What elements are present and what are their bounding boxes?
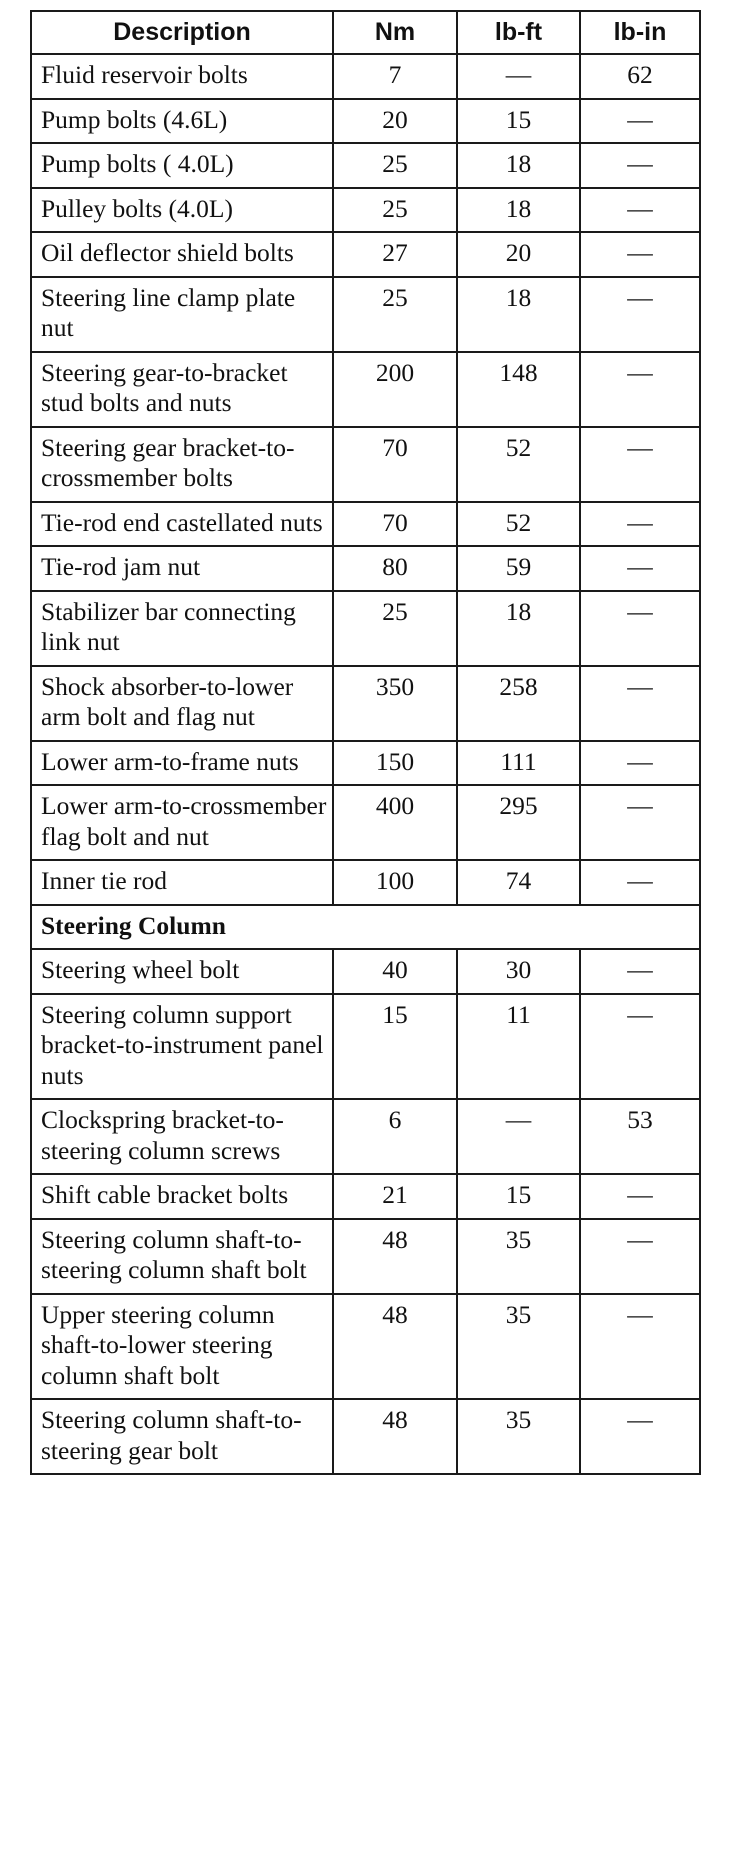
- lbin-cell: —: [580, 666, 700, 741]
- nm-cell: 25: [333, 591, 457, 666]
- lbin-cell: —: [580, 1399, 700, 1474]
- description-cell: Steering line clamp plate nut: [31, 277, 333, 352]
- lbin-cell: —: [580, 994, 700, 1100]
- table-row: [31, 502, 700, 547]
- lbft-cell: 59: [457, 546, 580, 591]
- description-cell: Upper steering column shaft-to-lower steering column shaft bolt: [31, 1294, 333, 1400]
- header-description: Description: [31, 11, 333, 54]
- lbin-cell: —: [580, 949, 700, 994]
- nm-cell: 80: [333, 546, 457, 591]
- table-row: [31, 277, 700, 352]
- header-row: [31, 11, 700, 54]
- nm-cell: 200: [333, 352, 457, 427]
- table-row: [31, 666, 700, 741]
- nm-cell: 70: [333, 427, 457, 502]
- table-row: [31, 741, 700, 786]
- description-cell: Tie-rod end castellated nuts: [31, 502, 333, 547]
- nm-cell: 15: [333, 994, 457, 1100]
- lbft-cell: 18: [457, 591, 580, 666]
- nm-cell: 400: [333, 785, 457, 860]
- lbin-cell: 62: [580, 54, 700, 99]
- nm-cell: 100: [333, 860, 457, 905]
- description-cell: Pump bolts (4.6L): [31, 99, 333, 144]
- table-row: [31, 352, 700, 427]
- nm-cell: 7: [333, 54, 457, 99]
- table-row: [31, 1174, 700, 1219]
- table-row: [31, 232, 700, 277]
- lbin-cell: —: [580, 1219, 700, 1294]
- table-row: [31, 143, 700, 188]
- description-cell: Pump bolts ( 4.0L): [31, 143, 333, 188]
- section-row: [31, 905, 700, 950]
- lbft-cell: —: [457, 1099, 580, 1174]
- table-row: [31, 994, 700, 1100]
- lbft-cell: 15: [457, 1174, 580, 1219]
- nm-cell: 6: [333, 1099, 457, 1174]
- header-lbin: lb-in: [580, 11, 700, 54]
- nm-cell: 27: [333, 232, 457, 277]
- nm-cell: 40: [333, 949, 457, 994]
- nm-cell: 350: [333, 666, 457, 741]
- lbin-cell: —: [580, 143, 700, 188]
- table-row: [31, 1219, 700, 1294]
- lbft-cell: 111: [457, 741, 580, 786]
- nm-cell: 48: [333, 1219, 457, 1294]
- lbft-cell: 258: [457, 666, 580, 741]
- nm-cell: 25: [333, 277, 457, 352]
- nm-cell: 70: [333, 502, 457, 547]
- description-cell: Steering gear bracket-to-crossmember bolts: [31, 427, 333, 502]
- lbin-cell: —: [580, 277, 700, 352]
- lbin-cell: —: [580, 427, 700, 502]
- lbin-cell: —: [580, 741, 700, 786]
- table-row: [31, 54, 700, 99]
- description-cell: Steering gear-to-bracket stud bolts and nuts: [31, 352, 333, 427]
- nm-cell: 21: [333, 1174, 457, 1219]
- header-lbft: lb-ft: [457, 11, 580, 54]
- lbin-cell: —: [580, 1294, 700, 1400]
- lbft-cell: —: [457, 54, 580, 99]
- lbft-cell: 35: [457, 1294, 580, 1400]
- description-cell: Stabilizer bar connecting link nut: [31, 591, 333, 666]
- lbft-cell: 52: [457, 427, 580, 502]
- description-cell: Inner tie rod: [31, 860, 333, 905]
- lbft-cell: 15: [457, 99, 580, 144]
- description-cell: Pulley bolts (4.0L): [31, 188, 333, 233]
- description-cell: Lower arm-to-frame nuts: [31, 741, 333, 786]
- table-row: [31, 785, 700, 860]
- lbin-cell: —: [580, 99, 700, 144]
- nm-cell: 25: [333, 143, 457, 188]
- description-cell: Steering wheel bolt: [31, 949, 333, 994]
- description-cell: Steering column support bracket-to-instrument panel nuts: [31, 994, 333, 1100]
- table-row: [31, 949, 700, 994]
- lbft-cell: 35: [457, 1399, 580, 1474]
- nm-cell: 25: [333, 188, 457, 233]
- table-row: [31, 591, 700, 666]
- nm-cell: 48: [333, 1399, 457, 1474]
- lbft-cell: 18: [457, 188, 580, 233]
- description-cell: Steering column shaft-to-steering gear bolt: [31, 1399, 333, 1474]
- lbin-cell: 53: [580, 1099, 700, 1174]
- description-cell: Shift cable bracket bolts: [31, 1174, 333, 1219]
- lbft-cell: 35: [457, 1219, 580, 1294]
- lbin-cell: —: [580, 1174, 700, 1219]
- lbft-cell: 20: [457, 232, 580, 277]
- description-cell: Lower arm-to-crossmember flag bolt and nut: [31, 785, 333, 860]
- nm-cell: 48: [333, 1294, 457, 1400]
- description-cell: Tie-rod jam nut: [31, 546, 333, 591]
- lbft-cell: 148: [457, 352, 580, 427]
- lbin-cell: —: [580, 860, 700, 905]
- description-cell: Steering column shaft-to-steering column shaft bolt: [31, 1219, 333, 1294]
- description-cell: Oil deflector shield bolts: [31, 232, 333, 277]
- lbft-cell: 30: [457, 949, 580, 994]
- lbft-cell: 295: [457, 785, 580, 860]
- torque-spec-table: [30, 10, 701, 1475]
- lbft-cell: 74: [457, 860, 580, 905]
- table-row: [31, 546, 700, 591]
- lbin-cell: —: [580, 502, 700, 547]
- lbin-cell: —: [580, 232, 700, 277]
- table-row: [31, 188, 700, 233]
- lbin-cell: —: [580, 591, 700, 666]
- lbin-cell: —: [580, 546, 700, 591]
- header-nm: Nm: [333, 11, 457, 54]
- lbin-cell: —: [580, 785, 700, 860]
- lbft-cell: 18: [457, 143, 580, 188]
- section-title: Steering Column: [31, 905, 700, 950]
- description-cell: Shock absorber-to-lower arm bolt and flag nut: [31, 666, 333, 741]
- lbin-cell: —: [580, 188, 700, 233]
- lbin-cell: —: [580, 352, 700, 427]
- description-cell: Clockspring bracket-to-steering column screws: [31, 1099, 333, 1174]
- table-row: [31, 99, 700, 144]
- nm-cell: 20: [333, 99, 457, 144]
- lbft-cell: 52: [457, 502, 580, 547]
- nm-cell: 150: [333, 741, 457, 786]
- table-row: [31, 1294, 700, 1400]
- description-cell: Fluid reservoir bolts: [31, 54, 333, 99]
- lbft-cell: 11: [457, 994, 580, 1100]
- table-row: [31, 1099, 700, 1174]
- table-row: [31, 860, 700, 905]
- lbft-cell: 18: [457, 277, 580, 352]
- table-row: [31, 427, 700, 502]
- table-row: [31, 1399, 700, 1474]
